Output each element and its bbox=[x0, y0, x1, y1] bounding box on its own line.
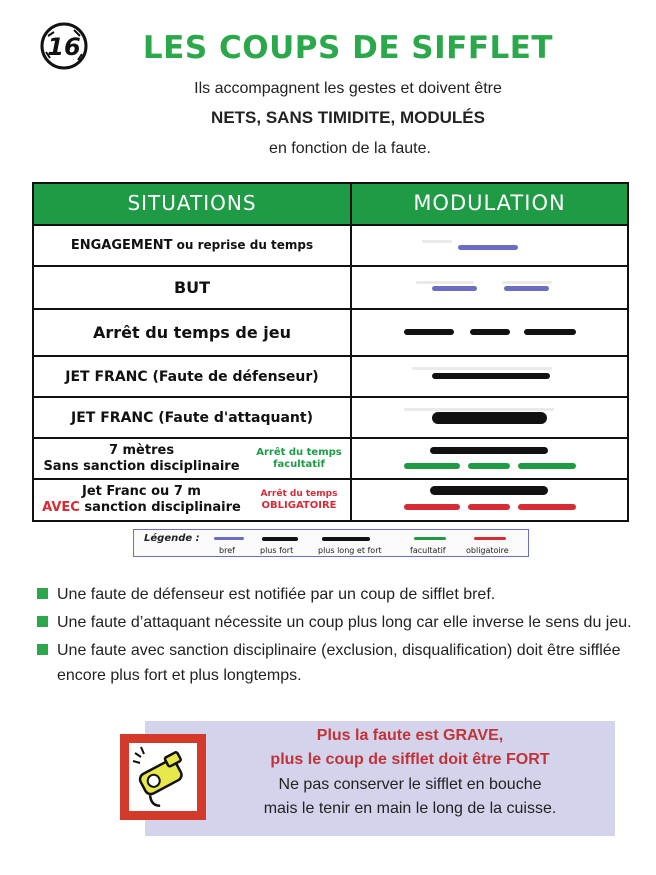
table-row bbox=[34, 480, 627, 520]
legend-swatch-long-strong bbox=[322, 537, 370, 541]
optional-stop-bar bbox=[468, 463, 510, 469]
legend-item: obligatoire bbox=[466, 546, 509, 555]
legend-title: Légende : bbox=[144, 533, 200, 544]
situation-label bbox=[34, 480, 350, 520]
bullet-square-icon bbox=[37, 588, 48, 599]
table-row bbox=[34, 398, 627, 439]
whistle-long-strong-bar bbox=[432, 412, 547, 424]
time-stop-note-line2: facultatif bbox=[273, 458, 325, 470]
time-stop-note-line1: Arrêt du temps bbox=[256, 446, 342, 458]
list-item bbox=[37, 638, 637, 688]
list-item-text: Une faute avec sanction disciplinaire (exclusion, disqualification) doit être sifflée encore plus fort et plus longtemps. bbox=[57, 642, 621, 684]
whistle-short-bar bbox=[504, 286, 549, 291]
list-item bbox=[37, 582, 637, 607]
situation-label: Arrêt du temps de jeu bbox=[93, 323, 291, 342]
whistle-long-bar bbox=[430, 447, 548, 454]
legend-item: bref bbox=[219, 546, 235, 555]
intro-line-3: en fonction de la faute. bbox=[269, 140, 431, 157]
modulation-cell bbox=[352, 267, 627, 308]
modulation-cell bbox=[352, 480, 627, 520]
ghost-mark bbox=[412, 367, 552, 370]
header-situations: SITUATIONS bbox=[127, 191, 257, 215]
whistle-strong-bar bbox=[524, 329, 576, 335]
legend-item: facultatif bbox=[410, 546, 446, 555]
time-stop-note-line2: OBLIGATOIRE bbox=[261, 500, 337, 511]
situation-label-line2: Sans sanction disciplinaire bbox=[43, 458, 240, 474]
optional-stop-bar bbox=[518, 463, 576, 469]
modulation-cell bbox=[352, 439, 627, 478]
situation-label: JET FRANC (Faute de défenseur) bbox=[65, 368, 319, 385]
optional-stop-bar bbox=[404, 463, 460, 469]
whistle-table bbox=[32, 182, 629, 522]
bullet-square-icon bbox=[37, 644, 48, 655]
list-item-text: Une faute d’attaquant nécessite un coup plus long car elle inverse le sens du jeu. bbox=[57, 614, 632, 631]
legend bbox=[133, 529, 529, 557]
mandatory-stop-bar bbox=[518, 504, 576, 510]
table-row bbox=[34, 439, 627, 480]
situation-label-line1: Jet Franc ou 7 m bbox=[82, 484, 201, 499]
situation-label-suffix: ou reprise du temps bbox=[172, 238, 314, 252]
whistle-icon-frame bbox=[120, 734, 206, 820]
list-item-text: Une faute de défenseur est notifiée par un coup de sifflet bref. bbox=[57, 586, 496, 603]
ghost-mark bbox=[422, 240, 452, 243]
situation-label bbox=[34, 439, 350, 478]
table-row bbox=[34, 357, 627, 398]
bullet-square-icon bbox=[37, 616, 48, 627]
mandatory-stop-bar bbox=[404, 504, 460, 510]
situation-label-strong: ENGAGEMENT bbox=[70, 238, 173, 253]
mandatory-stop-bar bbox=[468, 504, 510, 510]
page-number: 16 bbox=[47, 33, 81, 61]
whistle-short-bar bbox=[458, 245, 518, 250]
whistle-long-bar bbox=[432, 373, 550, 379]
modulation-cell bbox=[352, 398, 627, 437]
modulation-cell bbox=[352, 310, 627, 355]
time-stop-note-line1: Arrêt du temps bbox=[260, 489, 338, 499]
situation-label: JET FRANC (Faute d'attaquant) bbox=[71, 409, 313, 426]
situation-label-line1: 7 mètres bbox=[108, 442, 175, 458]
table-header bbox=[34, 184, 627, 226]
whistle-long-strong-bar bbox=[430, 486, 548, 495]
legend-swatch-optional bbox=[414, 537, 446, 540]
modulation-cell bbox=[352, 357, 627, 396]
table-row bbox=[34, 226, 627, 267]
table-row bbox=[34, 267, 627, 310]
whistle-strong-bar bbox=[470, 329, 510, 335]
intro-line-2: NETS, SANS TIMIDITE, MODULÉS bbox=[211, 108, 485, 127]
modulation-cell bbox=[352, 226, 627, 265]
table-row bbox=[34, 310, 627, 357]
callout-line-3: Ne pas conserver le sifflet en bouche bbox=[278, 776, 542, 793]
whistle-icon bbox=[129, 743, 197, 811]
legend-swatch-mandatory bbox=[474, 537, 506, 540]
callout-line-4: mais le tenir en main le long de la cuisse. bbox=[263, 800, 557, 817]
legend-item: plus fort bbox=[260, 546, 294, 555]
header-modulation: MODULATION bbox=[413, 191, 566, 215]
bullet-list bbox=[37, 582, 637, 691]
legend-swatch-brief bbox=[214, 537, 244, 540]
situation-label: BUT bbox=[173, 278, 211, 297]
ghost-mark bbox=[416, 281, 474, 284]
whistle-short-bar bbox=[432, 286, 477, 291]
situation-label bbox=[34, 226, 350, 265]
intro-line-1: Ils accompagnent les gestes et doivent être bbox=[194, 80, 502, 97]
ghost-mark bbox=[404, 408, 554, 411]
list-item bbox=[37, 610, 637, 635]
page-title: LES COUPS DE SIFFLET bbox=[142, 30, 554, 66]
whistle-strong-bar bbox=[404, 329, 454, 335]
situation-label-line2: sanction disciplinaire bbox=[79, 500, 241, 515]
callout-line-2: plus le coup de sifflet doit être FORT bbox=[270, 751, 550, 768]
callout-box bbox=[145, 721, 615, 836]
legend-item: plus long et fort bbox=[318, 546, 382, 555]
situation-label-avec: AVEC bbox=[42, 500, 80, 515]
legend-swatch-strong bbox=[262, 537, 298, 541]
ghost-mark bbox=[502, 281, 552, 284]
callout-line-1: Plus la faute est GRAVE, bbox=[316, 727, 504, 744]
